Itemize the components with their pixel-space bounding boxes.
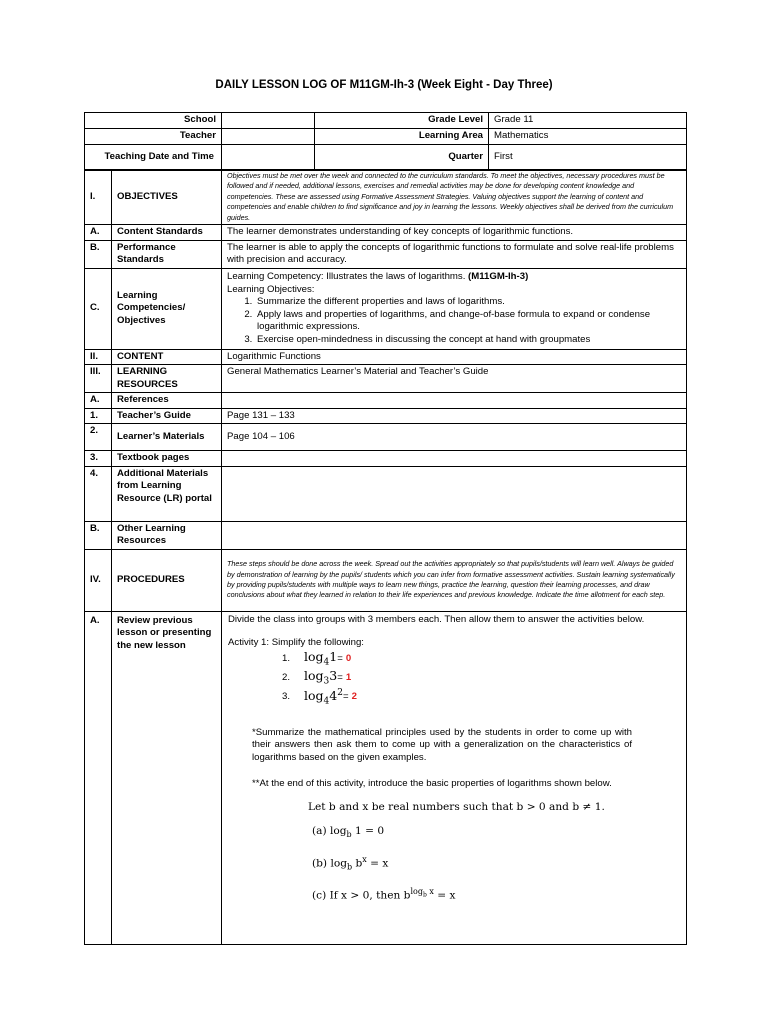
property-pre: If x > 0, then [329,889,404,902]
item-number: 2. [282,672,291,684]
answer: 0 [345,653,352,665]
quarter-value: First [489,145,687,171]
objectives-text: Objectives must be met over the week and connected to the curriculum standards. To meet the objectives, necessary procedures must be followed and if needed, additional lessons, exercises and remedial activities may be done for developing content knowledge and competencies. These are assessed using Formative Assessment Strategies. Valuing objectives support the learning of content and competencies and enable children to find significance and joy in learning the lessons. Weekly objectives shall be derived from the curriculum guides. [222,170,687,225]
answer: 2 [351,691,357,703]
log-exponent: x [362,854,367,864]
log-arg: x [426,886,434,896]
resources-num: III. [85,365,112,393]
log-text: log [410,886,423,896]
log-base: b [422,891,427,899]
grade-value: Grade 11 [489,113,687,129]
power-base: b [403,889,411,902]
content-label: CONTENT [112,349,222,365]
log-base: b [346,830,352,840]
log-text: log [330,857,347,870]
other-label: Other Learning Resources [112,521,222,549]
learners-materials-label: Learner’s Materials [112,424,222,451]
item-number: 3. [282,691,291,703]
list-item [282,689,678,707]
equals: = [337,672,343,684]
properties-intro: Let b and x be real numbers such that b > 0 and b ≠ 1. [308,800,605,813]
competency-text: Learning Competency: Illustrates the laws of logarithms. [227,271,469,283]
learners-materials-text: Page 104 – 106 [222,424,687,451]
grade-label: Grade Level [315,113,489,129]
summary-note: *Summarize the mathematical principles used by the students in order to come up with their answers then ask them to come up with a generalization on the characteristics of logarithms based on the given examples. [252,726,632,763]
teachers-guide-num: 1. [85,408,112,424]
resources-text: General Mathematics Learner’s Material and Teacher’s Guide [222,365,687,393]
teachers-guide-label: Teacher’s Guide [112,408,222,424]
school-value [222,113,315,129]
property-label: (c) [312,889,327,902]
header-table [84,112,687,171]
area-label: Learning Area [315,129,489,145]
activity-title: Activity 1: Simplify the following: [228,637,364,649]
competencies-cell [222,268,687,349]
objectives-label: OBJECTIVES [112,170,222,225]
lesson-table [84,169,687,945]
property-a [312,825,678,842]
math-expression [304,687,343,708]
review-label: Review previous lesson or presenting the new lesson [112,611,222,944]
date-label: Teaching Date and Time [85,145,222,171]
textbook-label: Textbook pages [112,451,222,467]
property-b [312,854,678,874]
log-text: log [304,688,324,704]
competencies-label: Learning Competencies/ Objectives [112,268,222,349]
math-expression [304,648,338,669]
objectives-list [227,296,681,346]
teacher-label: Teacher [85,129,222,145]
page-title: DAILY LESSON LOG OF M11GM-Ih-3 (Week Eight - Day Three) [215,79,553,91]
log-base: 4 [323,696,330,707]
log-arg: b [355,857,363,870]
log-text: log [304,648,324,664]
property-c [312,886,678,902]
date-value [222,145,315,171]
log-text: log [304,667,324,683]
property-rest: 1 = 0 [351,825,385,838]
teacher-value [222,129,315,145]
property-rest: = x [433,889,456,902]
content-text: Logarithmic Functions [222,349,687,365]
answer: 1 [345,672,352,684]
competency-code: (M11GM-Ih-3) [468,271,529,283]
equals: = [342,691,349,703]
references-num: A. [85,393,112,409]
log-arg: 4 [329,688,338,704]
log-base: b [347,862,353,872]
quarter-label: Quarter [315,145,489,171]
log-arg: 1 [329,648,338,664]
school-label: School [85,113,222,129]
item-number: 1. [282,653,291,665]
content-standards-text: The learner demonstrates understanding of key concepts of logarithmic functions. [222,225,687,241]
performance-standards-label: Performance Standards [112,240,222,268]
review-intro: Divide the class into groups with 3 members each. Then allow them to answer the activities below. [228,613,645,625]
review-cell [222,611,687,944]
list-item: 3. Exercise open-mindedness in discussing the concept at hand with groupmates [255,334,681,347]
other-num: B. [85,521,112,549]
property-label: (a) [312,825,327,838]
log-base: 3 [323,676,330,687]
log-arg: 3 [329,667,338,683]
performance-standards-text: The learner is able to apply the concepts of logarithmic functions to formulate and solve real-life problems with precision and accuracy. [222,240,687,268]
additional-label: Additional Materials from Learning Resource (LR) portal [112,466,222,521]
resources-label: LEARNING RESOURCES [112,365,222,393]
log-exponent: 2 [337,687,343,698]
content-num: II. [85,349,112,365]
procedures-num: IV. [85,549,112,611]
procedures-label: PROCEDURES [112,549,222,611]
list-item [282,667,678,688]
area-value: Mathematics [489,129,687,145]
property-label: (b) [312,857,328,870]
additional-num: 4. [85,466,112,521]
list-item: 1. Summarize the different properties and laws of logarithms. [255,296,681,309]
property-rest: = x [366,857,389,870]
competency-line [227,271,681,284]
review-num: A. [85,611,112,944]
competencies-num: C. [85,268,112,349]
list-item: 2. Apply laws and properties of logarithms, and change-of-base formula to expand or condense logarithmic expressions. [255,309,681,334]
learning-objectives-label: Learning Objectives: [227,283,315,295]
references-label: References [112,393,222,409]
properties-note: **At the end of this activity, introduce the basic properties of logarithms shown below. [252,778,612,790]
teachers-guide-text: Page 131 – 133 [222,408,687,424]
procedures-text: These steps should be done across the week. Spread out the activities appropriately so that pupils/students will learn well. Always be guided by demonstration of learning by the pupils/ students which you can infer from formative assessment activities. Sustain learning systematically by providing pupils/students with multiple ways to learn new things, practice the learning, question their learning processes, and draw conclusions about what they learned in relation to their life experiences and previous knowledge. Indicate the time allotment for each step. [222,549,687,611]
log-text: log [329,825,347,838]
performance-standards-num: B. [85,240,112,268]
log-base: 4 [323,657,330,668]
math-expression [304,667,338,688]
content-standards-label: Content Standards [112,225,222,241]
properties-block [308,801,678,902]
content-standards-num: A. [85,225,112,241]
textbook-num: 3. [85,451,112,467]
list-item [282,648,678,669]
objectives-num: I. [85,170,112,225]
equals: = [337,653,343,665]
learners-materials-num: 2. [85,424,112,451]
